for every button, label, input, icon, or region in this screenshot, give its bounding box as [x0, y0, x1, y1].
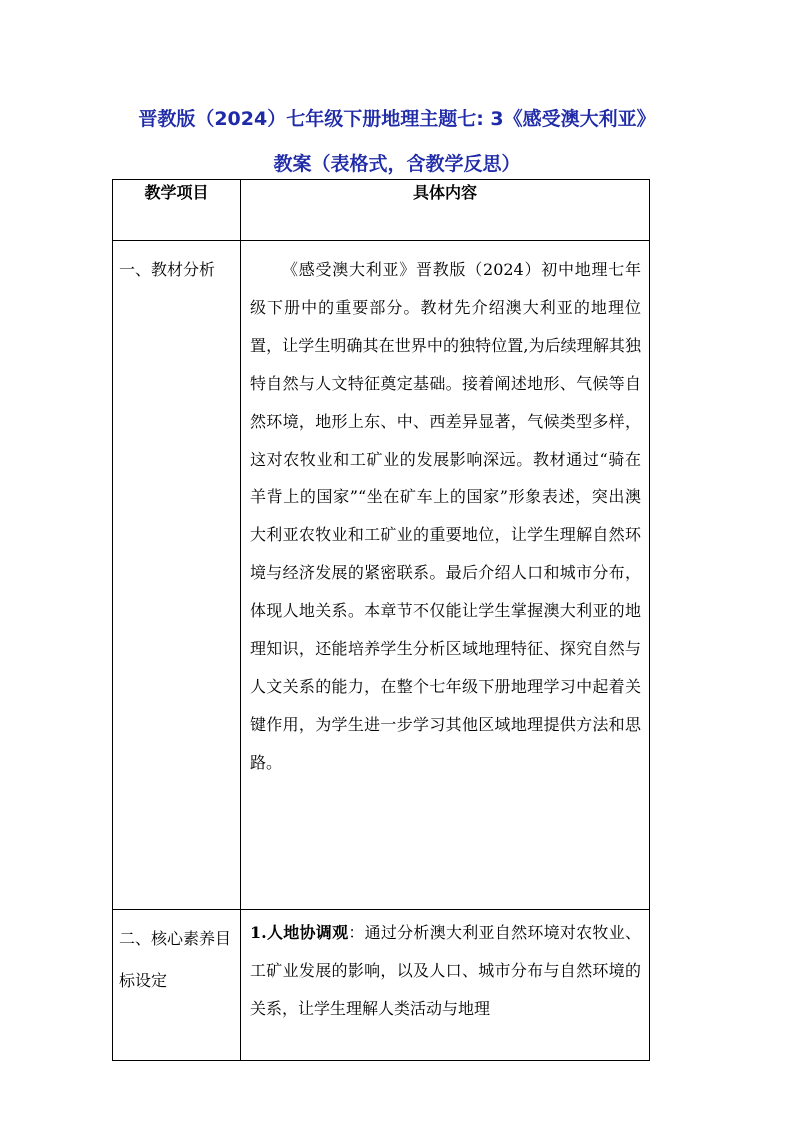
- row-content-core-literacy-goals: [241, 910, 650, 1061]
- goal-text: ：通过分析澳大利亚自然环境对农牧业、工矿业发展的影响，以及人口、城市分布与自然环境的关系，让学生理解人类活动与地理: [250, 923, 641, 1018]
- goal-lead-term: 1.人地协调观: [250, 923, 349, 942]
- table-row: [113, 910, 650, 1061]
- row-content-textbook-analysis: 《感受澳大利亚》晋教版（2024）初中地理七年级下册中的重要部分。教材先介绍澳大利亚的地理位置，让学生明确其在世界中的独特位置,为后续理解其独特自然与人文特征奠定基础。接着阐述地形、气候等自然环境，地形上东、中、西差异显著，气候类型多样，这对农牧业和工矿业的发展影响深远。教材通过“骑在羊背上的国家”“坐在矿车上的国家”形象表述，突出澳大利亚农牧业和工矿业的重要地位，让学生理解自然环境与经济发展的紧密联系。最后介绍人口和城市分布，体现人地关系。本章节不仅能让学生掌握澳大利亚的地理知识，还能培养学生分析区域地理特征、探究自然与人文关系的能力，在整个七年级下册地理学习中起着关键作用，为学生进一步学习其他区域地理提供方法和思路。: [241, 241, 650, 910]
- table-row: [113, 241, 650, 910]
- header-teaching-item: 教学项目: [113, 180, 241, 241]
- lesson-plan-table: [112, 179, 650, 1061]
- table-header-row: [113, 180, 650, 241]
- header-specific-content: 具体内容: [241, 180, 650, 241]
- row-label-core-literacy-goals: 二、核心素养目标设定: [113, 910, 241, 1061]
- document-title-line-1: 晋教版（2024）七年级下册地理主题七: 3《感受澳大利亚》: [138, 108, 656, 130]
- document-title-line-2: 教案（表格式，含教学反思）: [273, 153, 521, 175]
- row-label-textbook-analysis: 一、教材分析: [113, 241, 241, 910]
